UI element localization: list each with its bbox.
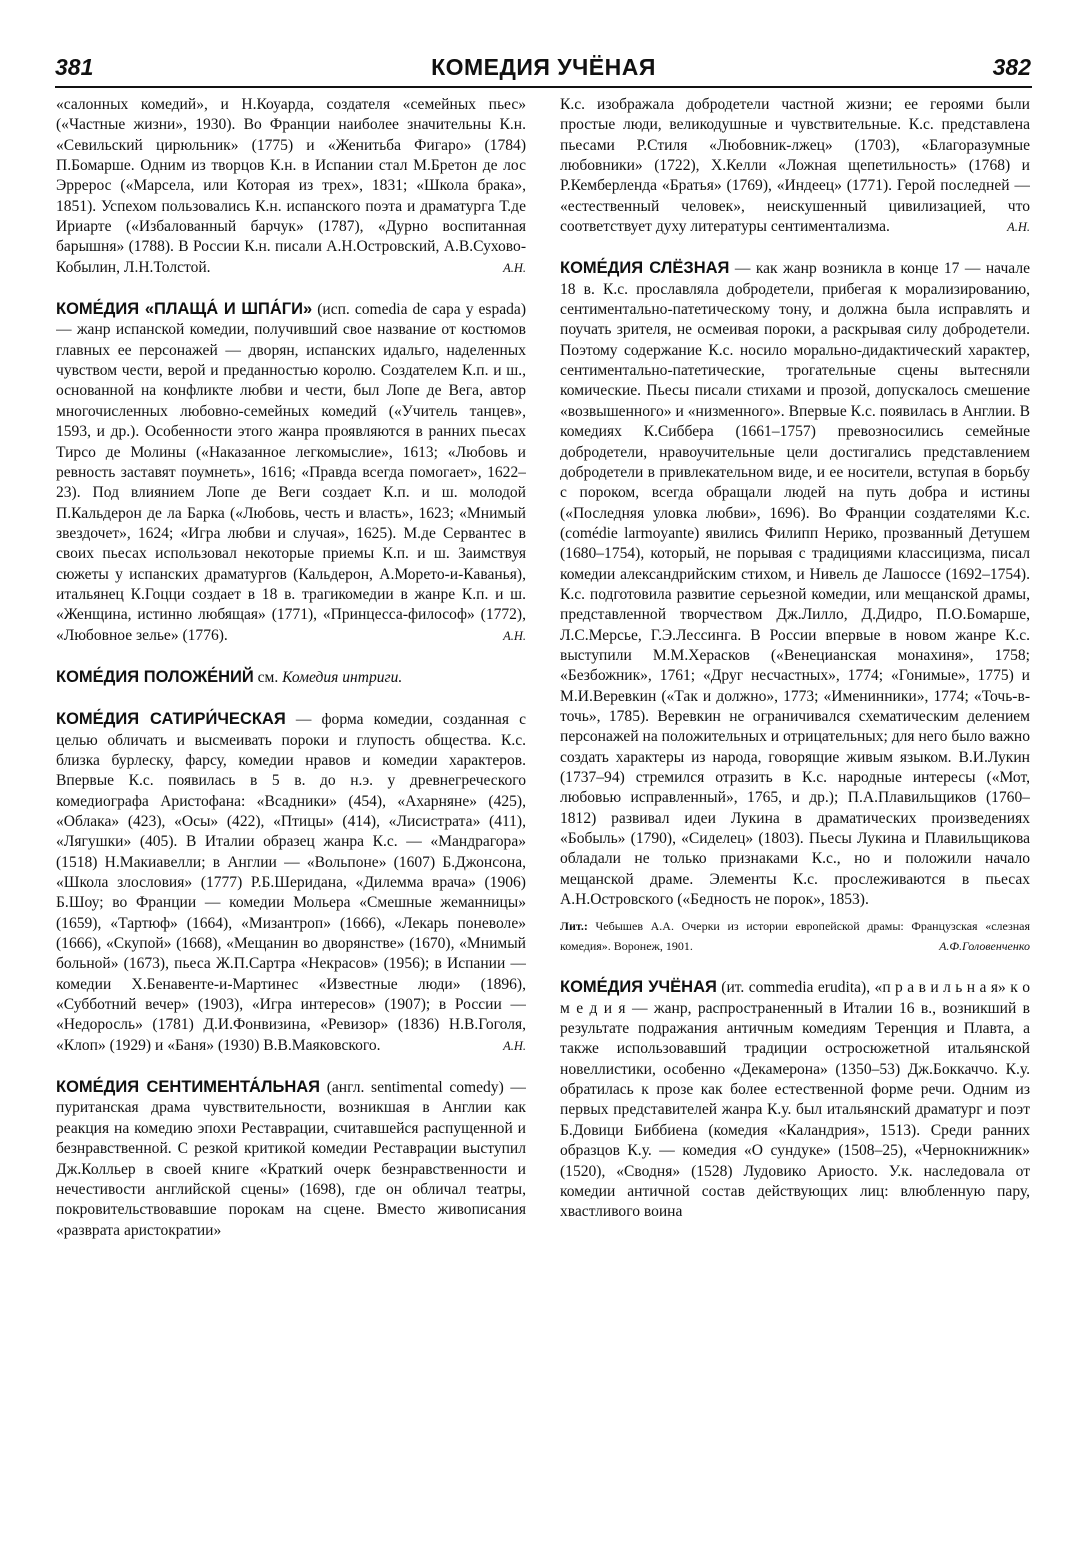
- running-title: КОМЕДИЯ УЧЁНАЯ: [431, 54, 656, 80]
- entry-polozheniy: [56, 667, 526, 688]
- headword: КОМЕ́ДИЯ УЧЁНАЯ: [560, 978, 717, 997]
- headword: КОМЕ́ДИЯ СЕНТИМЕНТА́ЛЬНАЯ: [56, 1078, 321, 1097]
- page-header: [0, 0, 1087, 92]
- entry-body: [560, 258, 1030, 910]
- entry-plascha-i-shpagi: [56, 299, 526, 646]
- page-number-left: 381: [55, 54, 94, 80]
- header-rule: [55, 86, 1032, 88]
- entry-satiricheskaya: [56, 709, 526, 1056]
- entry-text: (англ. sentimental comedy) — пуританская драма чувствительности, возникшая в Англии как реакция на комедию эпохи Реставрации, считавшейся распущенной и безнравственной. С резкой критикой комедии Реставрации выступил Дж.Колльер в своей книге «Краткий очерк безнравственности и нечестивости английской сцены» (1698), где он обличал театры, покровительствовавшие порокам на сцене. Вместо живописания «разврата аристократии»: [56, 1079, 526, 1239]
- headword: КОМЕ́ДИЯ СЛЁЗНАЯ: [560, 259, 730, 278]
- entry-author: А.Ф.Головенченко: [939, 939, 1030, 954]
- entry-sleznaya: [560, 258, 1030, 956]
- entry-author: А.Н.: [503, 1038, 526, 1053]
- see-text: см.: [253, 668, 283, 686]
- page-number-right: 382: [992, 54, 1031, 80]
- entry-text: «салонных комедий», и Н.Коуарда, создателя «семейных пьес» («Частные жизни», 1930). Во Франции наиболее значительны К.н. «Севильский цирюльник» (1775) и «Женитьба Фигаро» (1784) П.Бомарше. Одним из творцов К.н. в Испании стал М.Бретон де лос Эррерос («Марсела, или Которая из трех», 1831; «Школа брака», 1851). Успехом пользовались К.н. испанского поэта и драматурга Т.де Ириарте («Избалованный барчук» (1787), «Дурно воспитанная барышня» (1788). В России К.н. писали А.Н.Островский, А.В.Сухово-Кобылин, Л.Н.Толстой.: [56, 96, 526, 276]
- headword: КОМЕ́ДИЯ ПОЛОЖЕ́НИЙ: [56, 667, 254, 686]
- entry-text: (ит. commedia erudita), «п р а в и л ь н а я» к о м е д и я — жанр, распространенный в Италии 16 в., возникший в результате подражания античным комедиям Теренция и Плавта, а также использовавший традиции остросюжетной итальянской новеллистики, особенно «Декамерона» (1350–53) Дж.Боккаччо. К.у. обратилась к прозе как более естественной форме речи. Одним из первых представителей жанра К.у. был итальянский драматург и поэт Б.Довици Биббиена (комедия «Каландрия», 1513). Среди ранних образцов К.у. — комедия «О сундуке» (1508–25), «Чернокнижник» (1520), «Сводня» (1528) Лудовико Ариосто. У.к. наследовала от комедии античной состав действующих лиц: влюбленную пару, хвастливого воина: [560, 979, 1030, 1221]
- entry-author: А.Н.: [503, 628, 526, 643]
- entry-continuation-sentimental: [560, 95, 1030, 237]
- entry-author: А.Н.: [1007, 220, 1030, 235]
- entry-uchenaya: [560, 977, 1030, 1222]
- entry-text: — как жанр возникла в конце 17 — начале 18 в. К.с. прославляла добродетели, прибегая к морализированию, сентиментально-патетическому тону, и должна была исправлять и поучать зрителя, не осмеивая пороки, а раскрывая силу добродетели. Поэтому содержание К.с. носило морально-дидактический характер, сентиментально-патетические, трогательные сцены вытесняли комические. Пьесы писали стихами и прозой, допускалось смешение «возвышенного» и «низменного». Впервые К.с. появилась в Англии. В комедиях К.Сиббера (1661–1757) превозносились семейные добродетели, нравоучительные цели достигались представлением добродетели в привлекательном виде, и ее носители, вступая в борьбу с пороком, всегда обращали людей на путь добра и истины («Последняя уловка любви», 1696). Во Франции создателями К.с. (comédie larmoyante) явились Филипп Нерико, прозванный Детушем (1680–1754), который, не порывая с традициями классицизма, писал комедии александрийским стихом, и Нивель де Лашоссе (1692–1754). К.с. подготовила развитие серьезной комедии, или мещанской драмы, представленной творчеством Дж.Лилло, Д.Дидро, П.О.Бомарше, Л.С.Мерсье, Г.Э.Лессинга. В России впервые в новом жанре К.с. выступили М.М.Херасков («Венецианская монахиня», 1758; «Безбожник», 1761; «Друг несчастных», 1774; «Гонимые», 1775) и М.И.Веревкин («Так и должно», 1773; «Именинники», 1774; «Точь-в-точь», 1785). Веревкин не ограничивался схематическим делением персонажей на положительных и отрицательных; для него было важно создать характеры из народа, говорящие живым языком. В.И.Лукин (1737–94) стремился отразить в К.с. народные интересы («Мот, любовью исправленный», 1765, и др.); П.А.Плавильщиков (1760–1812) развивал идеи Лукина в драматических произведениях «Бобыль» (1790), «Сиделец» (1803). Пьесы Лукина и Плавильщикова обладали не только признаками К.с., но и положили начало мещанской драме. Элементы К.с. прослеживаются в пьесах А.Н.Островского («Бедность не порок», 1853).: [560, 260, 1030, 909]
- entry-text: — форма комедии, созданная с целью обличать и высмеивать пороки и глупость общества. К.с. близка бурлеску, фарсу, комедии нравов и комедии характеров. Впервые К.с. появилась в 5 в. до н.э. у древнегреческого комедиографа Аристофана: «Всадники» (454), «Ахарняне» (425), «Облака» (423), «Осы» (422), «Птицы» (414), «Лисистрата» (411), «Лягушки» (405). В Италии образец жанра К.с. — «Мандрагора» (1518) Н.Макиавелли; в Англии — «Вольпоне» (1607) Б.Джонсона, «Школа злословия» (1777) Р.Б.Шеридана, «Дилемма врача» (1906) Б.Шоу; во Франции — комедии Мольера «Смешные жеманницы» (1659), «Тартюф» (1664), «Мизантроп» (1666), «Лекарь поневоле» (1666), «Скупой» (1668), «Мещанин во дворянстве» (1670), «Мнимый больной» (1673), пьеса Ж.П.Сартра «Некрасов» (1956); в Испании — комедии Х.Бенавенте-и-Мартинес «Известные люди» (1896), «Субботний вечер» (1903), «Игра интересов» (1907); в России — «Недоросль» (1781) Д.И.Фонвизина, «Ревизор» (1836) Н.В.Гоголя, «Клоп» (1929) и «Баня» (1930) В.В.Маяковского.: [56, 711, 526, 1054]
- literature-text: Чебышев А.А. Очерки из истории европейской драмы: Французская «слезная комедия». Воронеж, 1901.: [560, 919, 1030, 954]
- literature-label: Лит.:: [560, 919, 588, 934]
- right-column: [560, 95, 1030, 1555]
- entry-author: А.Н.: [503, 260, 526, 275]
- literature-reference: [560, 916, 1030, 956]
- entry-sentimentalnaya: [56, 1077, 526, 1241]
- headword: КОМЕ́ДИЯ САТИРИ́ЧЕСКАЯ: [56, 710, 286, 729]
- left-column: [56, 95, 526, 1555]
- entry-text: К.с. изображала добродетели частной жизни; ее героями были простые люди, великодушные и чувствительные. К.с. представлена пьесами Р.Стиля «Любовник-лжец» (1703), «Благоразумные любовники» (1722), Х.Келли «Ложная щепетильность» (1768) и Р.Кемберленда «Братья» (1769), «Индеец» (1771). Герой последней — «естественный человек», неискушенный цивилизацией, что соответствует духу литературы сентиментализма.: [560, 96, 1030, 236]
- cross-reference: Комедия интриги.: [282, 668, 403, 686]
- entry-text: (исп. comedia de capa y espada) — жанр испанской комедии, получивший свое название от костюмов главных ее персонажей — дворян, испанских идальго, наделенных чувством чести, верой и преданностью королю. Создателем К.п. и ш., основанной на конфликте любви и чести, был Лопе де Вега, автор многочисленных любовно-семейных комедий («Учитель танцев», 1593, и др.). Особенности этого жанра проявляются в ранних пьесах Тирсо де Молины («Наказанное легкомыслие», 1613; «Любовь и ревность заставят поумнеть», 1616; «Правда всегда помогает», 1622–23). Под влиянием Лопе де Веги создает К.п. и ш. молодой П.Кальдерон де ла Барка («Любовь, честь и власть», 1623; «Мнимый звездочет», 1624; «Игра любви и случая», 1625). М.де Сервантес в своих пьесах использовал некоторые приемы К.п. и ш. Заимствуя сюжеты у испанских драматургов (Кальдерон, А.Морето-и-Каванья), итальянец К.Гоцци создает в 18 в. трагикомедии в жанре К.п. и ш. «Женщина, истинно любящая» (1771), «Принцесса-философ» (1772), «Любовное зелье» (1776).: [56, 301, 526, 644]
- entry-continuation-intrigue: [56, 95, 526, 278]
- headword: КОМЕ́ДИЯ «ПЛАЩА́ И ШПА́ГИ»: [56, 300, 313, 319]
